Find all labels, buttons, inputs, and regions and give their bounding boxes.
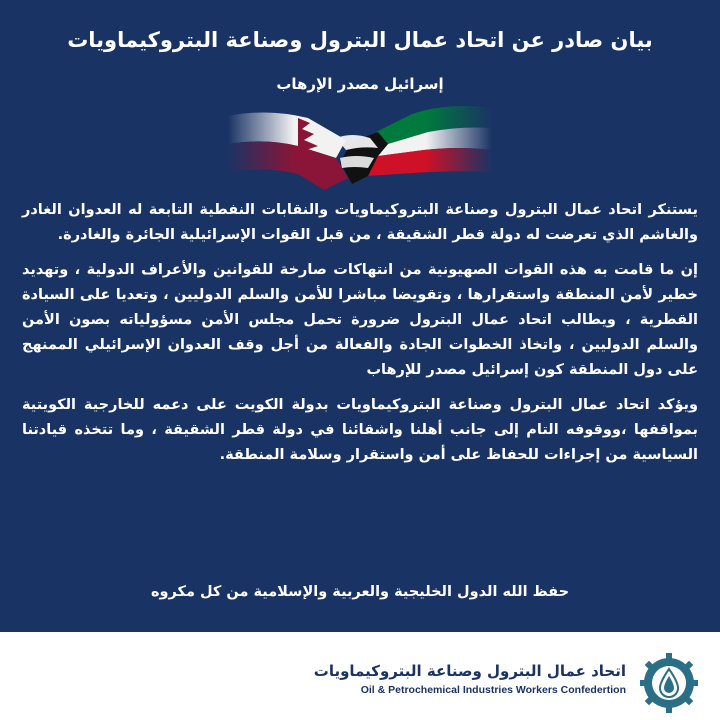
statement-body [22,198,698,478]
org-logo-text [266,662,626,696]
page-title: بيان صادر عن اتحاد عمال البترول وصناعة البتروكيماويات [67,28,653,52]
gear-drop-emblem-icon [636,652,702,714]
handshake-flags-icon [228,98,492,198]
page-subtitle: إسرائيل مصدر الإرهاب [276,75,444,93]
footer [0,632,720,720]
org-name-english: Oil & Petrochemical Industries Workers Confedertion [360,684,626,696]
closing-prayer: حفظ الله الدول الخليجية والعربية والإسلامية من كل مكروه [150,584,570,600]
paragraph-3: ويؤكد اتحاد عمال البترول وصناعة البتروكيماويات بدولة الكويت على دعمه للخارجية الكويتية بمواقفها ،ووقوفه التام إلى جانب أهلنا واشقائنا في دولة قطر الشقيقة ، وما تتخذه قيادتنا السياسية من إجراءات للحفاظ على أمن واستقرار وسلامة المنطقة. [22,397,698,463]
paragraph-2: إن ما قامت به هذه القوات الصهيونية من انتهاكات صارخة للقوانين والأعراف الدولية ، وتهديد خطير لأمن المنطقة واستقرارها ، وتقويضا مباشرا للأمن والسلم الدوليين ، وتعديا على السيادة القطرية ، ويطالب اتحاد عمال البترول ضرورة تحمل مجلس الأمن مسؤولياته بصون الأمن والسلم الدوليين ، واتخاذ الخطوات الجادة والفعالة من أجل وقف العدوان الإسرائيلي الممنهج على دول المنطقة كون إسرائيل مصدر للإرهاب [22,262,698,378]
org-name-arabic: اتحاد عمال البترول وصناعة البتروكيماويات [313,662,626,680]
paragraph-1: يستنكر اتحاد عمال البترول وصناعة البتروكيماويات والنقابات النفطية التابعة له العدوان الغادر والغاشم الذي تعرضت له دولة قطر الشقيقة ، من قبل القوات الإسرائيلية الجائرة والغادرة. [22,202,698,243]
